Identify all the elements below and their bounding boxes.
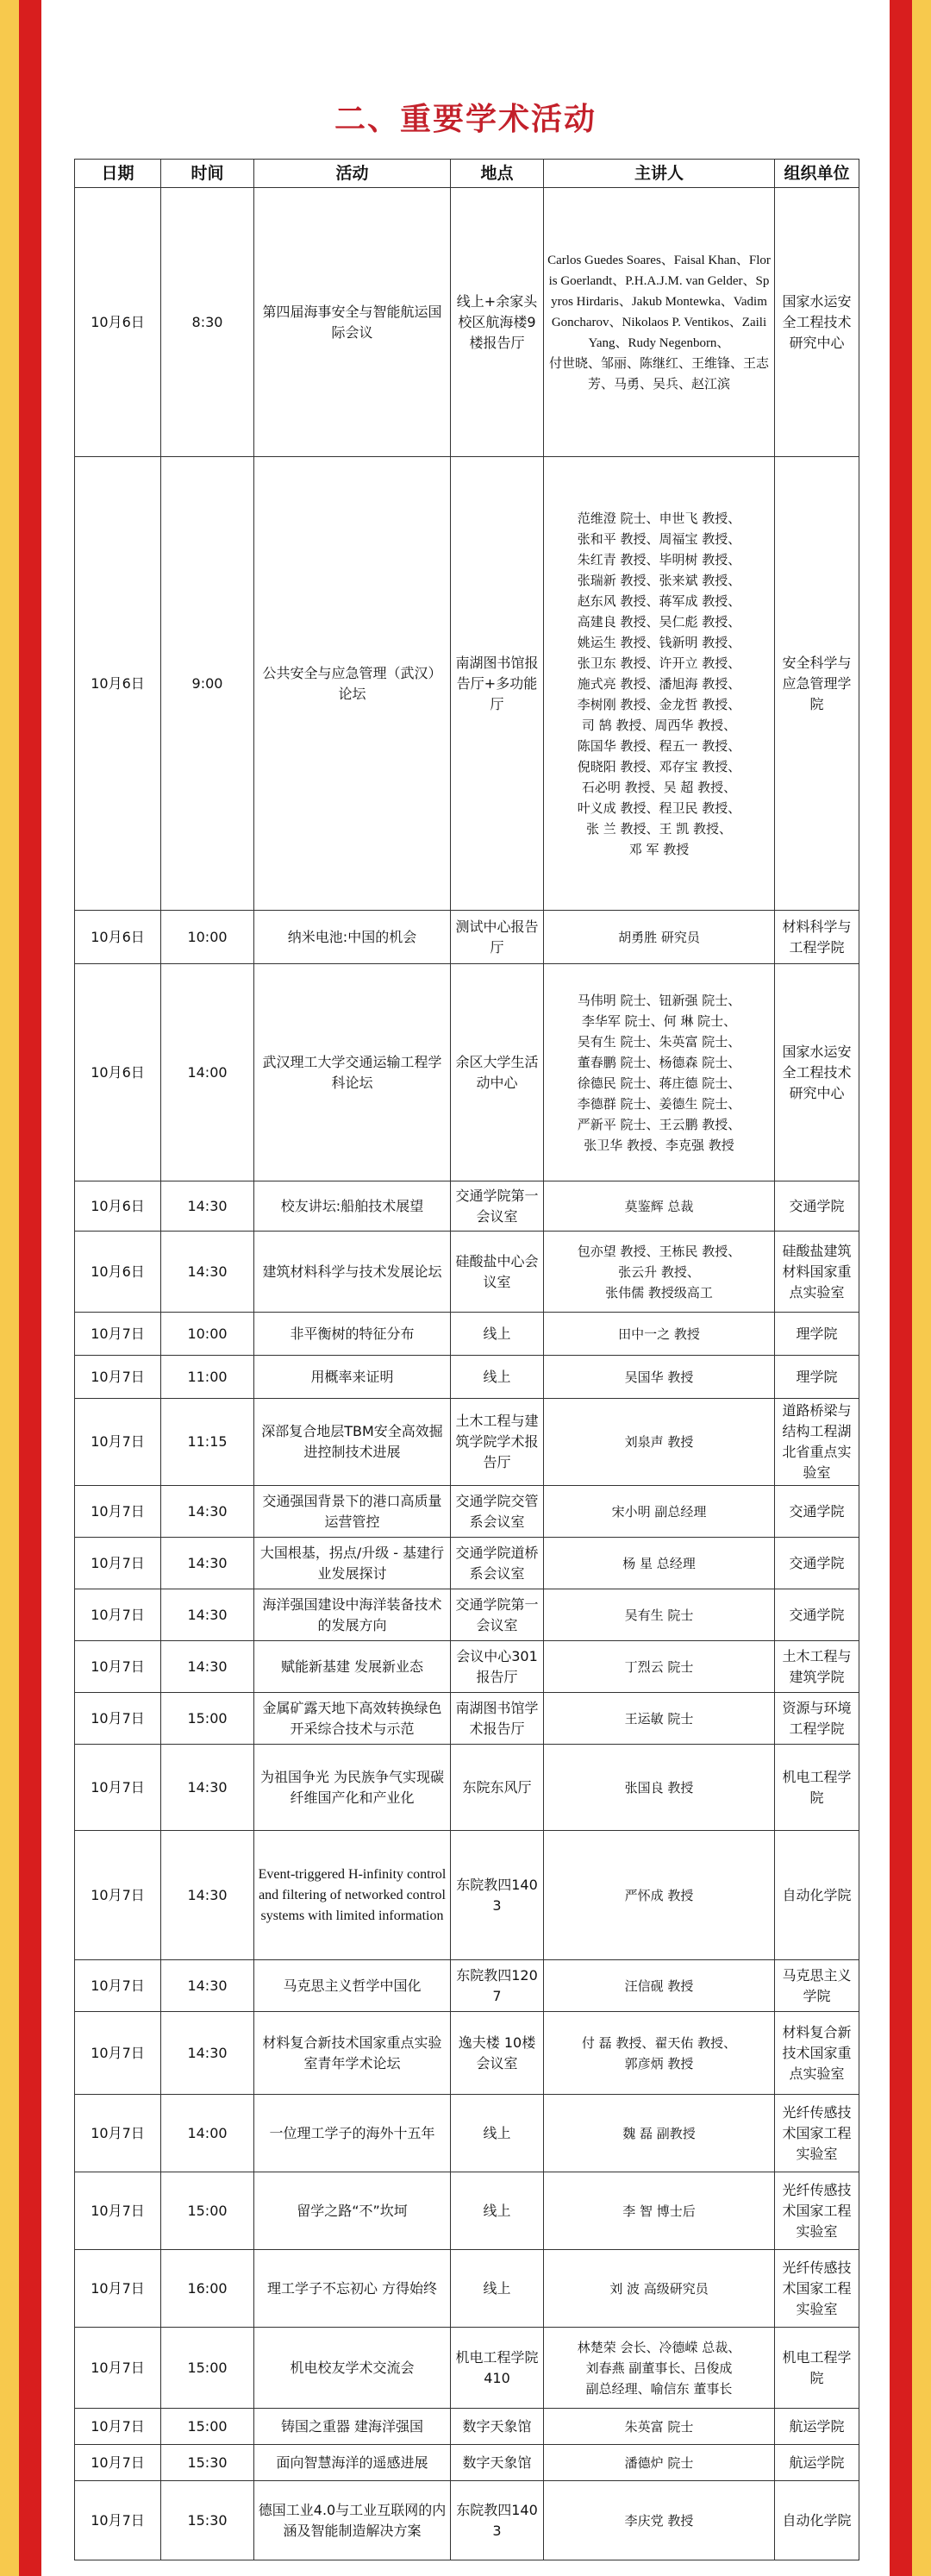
cell-activity: 公共安全与应急管理（武汉）论坛 xyxy=(254,457,451,911)
cell-location: 逸夫楼 10楼会议室 xyxy=(451,2012,544,2095)
table-row xyxy=(75,2095,859,2172)
cell-activity: 赋能新基建 发展新业态 xyxy=(254,1641,451,1693)
header-location: 地点 xyxy=(451,160,544,188)
cell-activity: 非平衡树的特征分布 xyxy=(254,1313,451,1356)
cell-location: 土木工程与建筑学院学术报告厅 xyxy=(451,1399,544,1486)
cell-activity: 铸国之重器 建海洋强国 xyxy=(254,2409,451,2445)
cell-time: 14:00 xyxy=(161,2095,254,2172)
cell-org: 机电工程学院 xyxy=(775,2328,859,2409)
table-row xyxy=(75,2445,859,2481)
cell-date: 10月7日 xyxy=(75,1356,161,1399)
cell-time: 11:15 xyxy=(161,1399,254,1486)
cell-speaker: 刘泉声 教授 xyxy=(544,1399,775,1486)
cell-speaker: 刘 波 高级研究员 xyxy=(544,2250,775,2328)
cell-location: 机电工程学院 410 xyxy=(451,2328,544,2409)
cell-location: 东院教四1207 xyxy=(451,1960,544,2012)
activity-table-wrap xyxy=(74,159,859,2560)
cell-location: 测试中心报告厅 xyxy=(451,911,544,964)
table-row xyxy=(75,2172,859,2250)
cell-org: 航运学院 xyxy=(775,2409,859,2445)
cell-date: 10月7日 xyxy=(75,1486,161,1538)
header-date: 日期 xyxy=(75,160,161,188)
cell-date: 10月7日 xyxy=(75,2095,161,2172)
cell-speaker: 范维澄 院士、申世飞 教授、 张和平 教授、周福宝 教授、 朱红青 教授、毕明树 教授、 张瑞新 教授、张来斌 教授、 赵东风 教授、蒋军成 教授、 高建良 教授、吴仁彪 教授、 姚运生 教授、钱新明 教授、 张卫东 教授、许开立 教授、 施式亮 教授、潘旭海 教授、 李树刚 教授、金龙哲 教授、 司 鹄 教授、周西华 教授、 陈国华 教授、程五一 教授、 倪晓阳 教授、邓存宝 教授、 石必明 教授、吴 超 教授、 叶义成 教授、程卫民 教授、 张 兰 教授、王 凯 教授、 邓 军 教授 xyxy=(544,457,775,911)
cell-speaker: 莫鉴辉 总裁 xyxy=(544,1181,775,1232)
cell-date: 10月7日 xyxy=(75,2250,161,2328)
cell-date: 10月7日 xyxy=(75,1960,161,2012)
cell-activity: 材料复合新技术国家重点实验室青年学术论坛 xyxy=(254,2012,451,2095)
cell-time: 15:00 xyxy=(161,2172,254,2250)
cell-time: 14:30 xyxy=(161,1486,254,1538)
cell-org: 材料科学与工程学院 xyxy=(775,911,859,964)
cell-speaker: 马伟明 院士、钮新强 院士、 李华军 院士、何 琳 院士、 吴有生 院士、朱英富 院士、 董春鹏 院士、杨德森 院士、 徐德民 院士、蒋庄德 院士、 李德群 院士、姜德生 院士、 严新平 院士、王云鹏 教授、 张卫华 教授、李克强 教授 xyxy=(544,964,775,1181)
cell-location: 会议中心301报告厅 xyxy=(451,1641,544,1693)
cell-location: 余区大学生活动中心 xyxy=(451,964,544,1181)
cell-location: 线上 xyxy=(451,2172,544,2250)
cell-date: 10月7日 xyxy=(75,2409,161,2445)
cell-date: 10月7日 xyxy=(75,1538,161,1589)
cell-org: 交通学院 xyxy=(775,1486,859,1538)
cell-org: 土木工程与建筑学院 xyxy=(775,1641,859,1693)
cell-org: 交通学院 xyxy=(775,1538,859,1589)
cell-location: 南湖图书馆学术报告厅 xyxy=(451,1693,544,1745)
header-speaker: 主讲人 xyxy=(544,160,775,188)
table-row xyxy=(75,1831,859,1960)
cell-speaker: 丁烈云 院士 xyxy=(544,1641,775,1693)
cell-activity: 交通强国背景下的港口高质量运营管控 xyxy=(254,1486,451,1538)
table-row xyxy=(75,1589,859,1641)
cell-location: 东院教四1403 xyxy=(451,1831,544,1960)
cell-org: 资源与环境工程学院 xyxy=(775,1693,859,1745)
cell-activity: 第四届海事安全与智能航运国际会议 xyxy=(254,188,451,457)
cell-speaker: 吴国华 教授 xyxy=(544,1356,775,1399)
paper-sheet xyxy=(41,0,890,2576)
table-body xyxy=(75,188,859,2560)
cell-time: 14:30 xyxy=(161,2012,254,2095)
table-row xyxy=(75,1538,859,1589)
cell-time: 14:30 xyxy=(161,1538,254,1589)
header-activity: 活动 xyxy=(254,160,451,188)
table-row xyxy=(75,1181,859,1232)
cell-time: 14:30 xyxy=(161,1831,254,1960)
cell-date: 10月7日 xyxy=(75,2481,161,2560)
cell-org: 机电工程学院 xyxy=(775,1745,859,1831)
cell-speaker: 张国良 教授 xyxy=(544,1745,775,1831)
cell-speaker: 吴有生 院士 xyxy=(544,1589,775,1641)
cell-activity: 大国根基，拐点/升级 - 基建行业发展探讨 xyxy=(254,1538,451,1589)
cell-org: 安全科学与应急管理学院 xyxy=(775,457,859,911)
cell-date: 10月6日 xyxy=(75,1232,161,1313)
table-row xyxy=(75,1356,859,1399)
table-row xyxy=(75,1745,859,1831)
cell-time: 14:30 xyxy=(161,1589,254,1641)
cell-speaker: 林楚荣 会长、冷德嵘 总裁、 刘春燕 副董事长、吕俊成 副总经理、喻信东 董事长 xyxy=(544,2328,775,2409)
cell-activity: 机电校友学术交流会 xyxy=(254,2328,451,2409)
cell-activity: 校友讲坛:船舶技术展望 xyxy=(254,1181,451,1232)
cell-date: 10月7日 xyxy=(75,1399,161,1486)
cell-time: 15:00 xyxy=(161,2328,254,2409)
cell-location: 线上 xyxy=(451,2095,544,2172)
cell-location: 交通学院第一会议室 xyxy=(451,1589,544,1641)
cell-org: 光纤传感技术国家工程实验室 xyxy=(775,2095,859,2172)
table-row xyxy=(75,2012,859,2095)
cell-time: 14:30 xyxy=(161,1641,254,1693)
cell-activity: 留学之路“不”坎坷 xyxy=(254,2172,451,2250)
cell-time: 8:30 xyxy=(161,188,254,457)
cell-time: 15:00 xyxy=(161,1693,254,1745)
cell-location: 交通学院交管系会议室 xyxy=(451,1486,544,1538)
cell-org: 国家水运安全工程技术研究中心 xyxy=(775,188,859,457)
cell-location: 南湖图书馆报告厅+多功能厅 xyxy=(451,457,544,911)
cell-location: 线上 xyxy=(451,2250,544,2328)
cell-org: 交通学院 xyxy=(775,1181,859,1232)
cell-location: 硅酸盐中心会议室 xyxy=(451,1232,544,1313)
cell-location: 东院东风厅 xyxy=(451,1745,544,1831)
table-row xyxy=(75,2328,859,2409)
cell-date: 10月6日 xyxy=(75,964,161,1181)
cell-activity: 武汉理工大学交通运输工程学科论坛 xyxy=(254,964,451,1181)
cell-date: 10月6日 xyxy=(75,911,161,964)
table-header-row xyxy=(75,160,859,188)
cell-time: 11:00 xyxy=(161,1356,254,1399)
cell-speaker: 宋小明 副总经理 xyxy=(544,1486,775,1538)
cell-date: 10月7日 xyxy=(75,2445,161,2481)
cell-location: 线上+余家头校区航海楼9楼报告厅 xyxy=(451,188,544,457)
cell-org: 理学院 xyxy=(775,1313,859,1356)
cell-org: 理学院 xyxy=(775,1356,859,1399)
cell-activity: 一位理工学子的海外十五年 xyxy=(254,2095,451,2172)
cell-date: 10月7日 xyxy=(75,1745,161,1831)
cell-date: 10月7日 xyxy=(75,2012,161,2095)
cell-org: 材料复合新技术国家重点实验室 xyxy=(775,2012,859,2095)
cell-location: 交通学院道桥系会议室 xyxy=(451,1538,544,1589)
cell-activity: 德国工业4.0与工业互联网的内涵及智能制造解决方案 xyxy=(254,2481,451,2560)
cell-org: 自动化学院 xyxy=(775,1831,859,1960)
cell-org: 国家水运安全工程技术研究中心 xyxy=(775,964,859,1181)
cell-time: 9:00 xyxy=(161,457,254,911)
cell-location: 线上 xyxy=(451,1356,544,1399)
cell-speaker: 严怀成 教授 xyxy=(544,1831,775,1960)
table-row xyxy=(75,964,859,1181)
cell-org: 光纤传感技术国家工程实验室 xyxy=(775,2172,859,2250)
table-row xyxy=(75,1693,859,1745)
cell-activity: 金属矿露天地下高效转换绿色开采综合技术与示范 xyxy=(254,1693,451,1745)
table-row xyxy=(75,2409,859,2445)
activity-table xyxy=(74,159,859,2560)
table-row xyxy=(75,1960,859,2012)
cell-speaker: 胡勇胜 研究员 xyxy=(544,911,775,964)
cell-speaker: 朱英富 院士 xyxy=(544,2409,775,2445)
cell-time: 14:30 xyxy=(161,1232,254,1313)
cell-location: 东院教四1403 xyxy=(451,2481,544,2560)
cell-speaker: 汪信砚 教授 xyxy=(544,1960,775,2012)
cell-date: 10月7日 xyxy=(75,2172,161,2250)
cell-speaker: 王运敏 院士 xyxy=(544,1693,775,1745)
cell-activity: 深部复合地层TBM安全高效掘进控制技术进展 xyxy=(254,1399,451,1486)
cell-activity: 为祖国争光 为民族争气实现碳纤维国产化和产业化 xyxy=(254,1745,451,1831)
cell-speaker: 魏 磊 副教授 xyxy=(544,2095,775,2172)
cell-org: 自动化学院 xyxy=(775,2481,859,2560)
cell-date: 10月7日 xyxy=(75,1589,161,1641)
cell-org: 光纤传感技术国家工程实验室 xyxy=(775,2250,859,2328)
cell-org: 道路桥梁与结构工程湖北省重点实验室 xyxy=(775,1399,859,1486)
left-red-border xyxy=(19,0,41,2576)
cell-speaker: 包亦望 教授、王栋民 教授、 张云升 教授、 张伟儒 教授级高工 xyxy=(544,1232,775,1313)
cell-speaker: Carlos Guedes Soares、Faisal Khan、Floris Goerlandt、P.H.A.J.M. van Gelder、Spyros Hirdaris、Jakub Montewka、Vadim Goncharov、Nikolaos P. Ventikos、Zaili Yang、Rudy Negenborn、 付世晓、邹丽、陈继红、王维锋、王志芳、马勇、吴兵、赵江滨 xyxy=(544,188,775,457)
table-row xyxy=(75,1313,859,1356)
table-row xyxy=(75,1641,859,1693)
cell-location: 数字天象馆 xyxy=(451,2445,544,2481)
cell-time: 10:00 xyxy=(161,911,254,964)
right-red-border xyxy=(890,0,912,2576)
cell-location: 数字天象馆 xyxy=(451,2409,544,2445)
cell-speaker: 杨 星 总经理 xyxy=(544,1538,775,1589)
cell-org: 交通学院 xyxy=(775,1589,859,1641)
cell-time: 14:00 xyxy=(161,964,254,1181)
cell-date: 10月7日 xyxy=(75,2328,161,2409)
cell-location: 线上 xyxy=(451,1313,544,1356)
cell-time: 15:00 xyxy=(161,2409,254,2445)
table-row xyxy=(75,188,859,457)
cell-date: 10月6日 xyxy=(75,188,161,457)
cell-speaker: 田中一之 教授 xyxy=(544,1313,775,1356)
page-title: 二、重要学术活动 xyxy=(334,102,597,137)
cell-date: 10月7日 xyxy=(75,1641,161,1693)
cell-date: 10月7日 xyxy=(75,1313,161,1356)
cell-activity: 纳米电池:中国的机会 xyxy=(254,911,451,964)
cell-speaker: 李 智 博士后 xyxy=(544,2172,775,2250)
header-org: 组织单位 xyxy=(775,160,859,188)
header-time: 时间 xyxy=(161,160,254,188)
cell-org: 马克思主义学院 xyxy=(775,1960,859,2012)
cell-activity: 用概率来证明 xyxy=(254,1356,451,1399)
table-row xyxy=(75,1232,859,1313)
cell-time: 15:30 xyxy=(161,2481,254,2560)
table-row xyxy=(75,2250,859,2328)
cell-activity: 马克思主义哲学中国化 xyxy=(254,1960,451,2012)
cell-speaker: 潘德炉 院士 xyxy=(544,2445,775,2481)
table-row xyxy=(75,1399,859,1486)
cell-org: 航运学院 xyxy=(775,2445,859,2481)
table-row xyxy=(75,1486,859,1538)
cell-activity: 理工学子不忘初心 方得始终 xyxy=(254,2250,451,2328)
cell-time: 16:00 xyxy=(161,2250,254,2328)
cell-time: 14:30 xyxy=(161,1960,254,2012)
cell-org: 硅酸盐建筑材料国家重点实验室 xyxy=(775,1232,859,1313)
cell-activity: 面向智慧海洋的遥感进展 xyxy=(254,2445,451,2481)
cell-date: 10月6日 xyxy=(75,1181,161,1232)
cell-time: 14:30 xyxy=(161,1745,254,1831)
cell-location: 交通学院第一会议室 xyxy=(451,1181,544,1232)
cell-time: 10:00 xyxy=(161,1313,254,1356)
table-row xyxy=(75,457,859,911)
table-row xyxy=(75,2481,859,2560)
cell-speaker: 付 磊 教授、翟天佑 教授、 郭彦炳 教授 xyxy=(544,2012,775,2095)
cell-speaker: 李庆党 教授 xyxy=(544,2481,775,2560)
cell-time: 15:30 xyxy=(161,2445,254,2481)
table-row xyxy=(75,911,859,964)
cell-date: 10月6日 xyxy=(75,457,161,911)
cell-date: 10月7日 xyxy=(75,1831,161,1960)
cell-activity: 建筑材料科学与技术发展论坛 xyxy=(254,1232,451,1313)
cell-activity: 海洋强国建设中海洋装备技术的发展方向 xyxy=(254,1589,451,1641)
cell-date: 10月7日 xyxy=(75,1693,161,1745)
cell-activity: Event-triggered H-infinity control and filtering of networked control systems with limited information xyxy=(254,1831,451,1960)
cell-time: 14:30 xyxy=(161,1181,254,1232)
